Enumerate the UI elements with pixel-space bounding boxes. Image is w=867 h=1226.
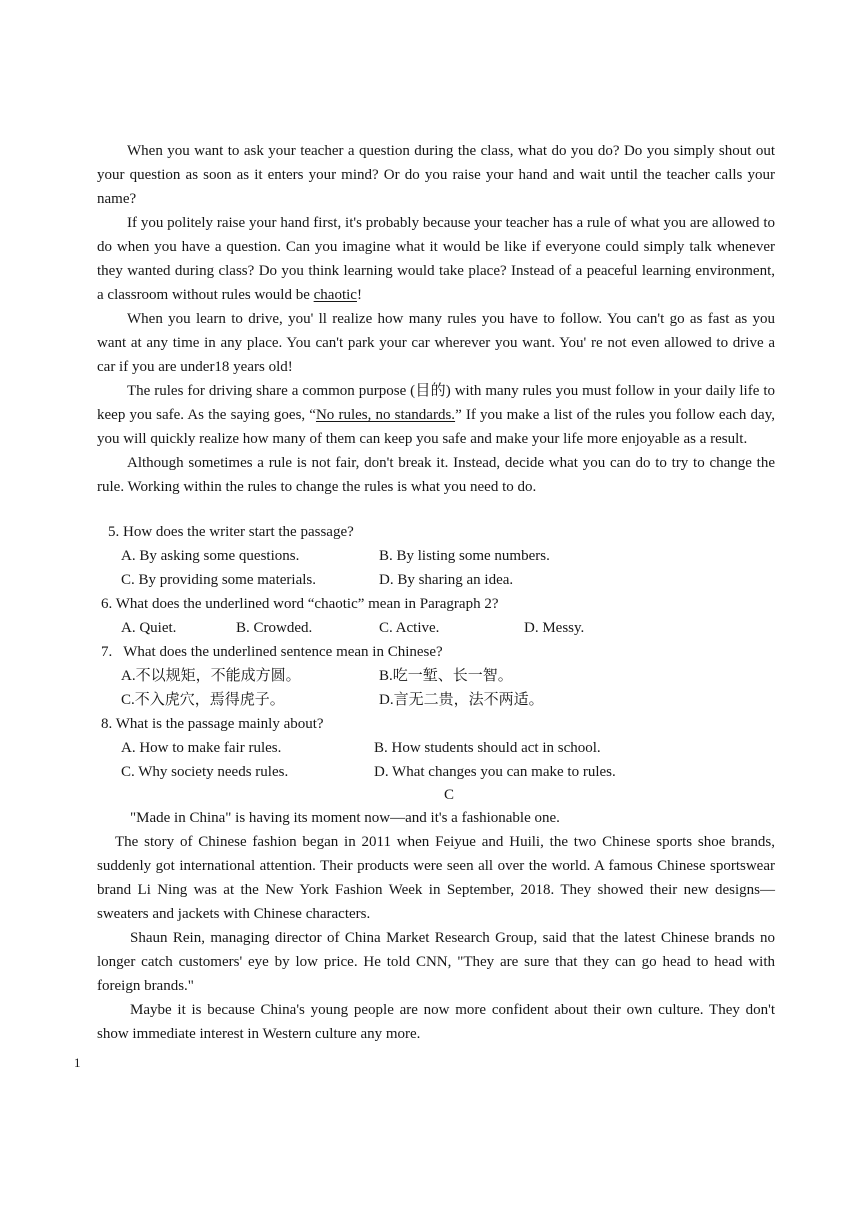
passage-b-paragraph-1: When you want to ask your teacher a question during the class, what do you do? Do you simply shout out your question as soon as it enters your mind? Or do you raise your hand and wait until the teacher calls your name? [97,143,775,207]
question-5-option-c: C. By providing some materials. [121,572,316,588]
question-7-stem: 7. What does the underlined sentence mean in Chinese? [101,644,443,660]
question-6-option-c: C. Active. [379,620,440,636]
underlined-word-chaotic: chaotic [313,287,357,303]
paragraph-2-text: If you politely raise your hand first, it's probably because your teacher has a rule of what you are allowed to do when you have a question. Can you imagine what it would be like if everyone could simply talk whenever they wanted during class? Do you think learning would take place? Instead of a peaceful learning environment, a classroom without rules would be [97,215,775,303]
passage-c-intro: "Made in China" is having its moment now—and it's a fashionable one. [130,810,560,826]
question-7-option-d: D.言无二贵，法不两适。 [379,692,544,708]
question-7-option-c: C.不入虎穴，焉得虎子。 [121,692,285,708]
passage-c-paragraph-4: Maybe it is because China's young people are now more confident about their own culture. They don't show immediate interest in Western culture any more. [97,1002,775,1042]
passage-b-paragraph-2 [97,211,775,307]
question-7-option-b: B.吃一堑、长一智。 [379,668,513,684]
passage-b-paragraph-4 [97,379,775,451]
passage-c-paragraph-3: Shaun Rein, managing director of China Market Research Group, said that the latest Chinese brands no longer catch customers' eye by low price. He told CNN, "They are sure that they can go head to head with foreign brands." [97,930,775,994]
question-8-option-a: A. How to make fair rules. [121,740,282,756]
question-8-stem: 8. What is the passage mainly about? [101,716,324,732]
passage-c-paragraph-2: The story of Chinese fashion began in 2011 when Feiyue and Huili, the two Chinese sports shoe brands, suddenly got international attention. Their products were seen all over the world. A famous Chinese sportswear brand Li Ning was at the New York Fashion Week in September, 2018. They showed their new designs—sweaters and jackets with Chinese characters. [97,834,775,922]
question-8-option-b: B. How students should act in school. [374,740,601,756]
page-number: 1 [74,1055,81,1070]
passage-b-paragraph-3: When you learn to drive, you' ll realize how many rules you have to follow. You can't go as fast as you want at any time in any place. You can't park your car wherever you want. You' re not even allowed to drive a car if you are under18 years old! [97,311,775,375]
question-5-option-b: B. By listing some numbers. [379,548,550,564]
underlined-sentence: No rules, no standards. [315,407,456,423]
passage-b-paragraph-5: Although sometimes a rule is not fair, don't break it. Instead, decide what you can do to try to change the rule. Working within the rules to change the rules is what you need to do. [97,455,775,495]
question-8-option-d: D. What changes you can make to rules. [374,764,616,780]
question-6-stem: 6. What does the underlined word “chaotic” mean in Paragraph 2? [101,596,499,612]
passage-c [97,830,775,1046]
passage-b [97,139,775,499]
section-letter-c: C [443,787,454,803]
question-6-option-a: A. Quiet. [121,620,177,636]
question-5-stem: 5. How does the writer start the passage? [108,524,354,540]
question-6-option-b: B. Crowded. [236,620,313,636]
paragraph-4-end: ” If you make a list of the rules you follow each day, you will quickly realize how many of them can keep you safe and make your life more enjoyable as a result. [97,407,775,447]
question-6-option-d: D. Messy. [524,620,585,636]
question-8-option-c: C. Why society needs rules. [121,764,289,780]
question-5-option-a: A. By asking some questions. [121,548,300,564]
question-7-option-a: A.不以规矩，不能成方圆。 [121,668,301,684]
paragraph-4-text: The rules for driving share a common purpose (目的) with many rules you must follow in your daily life to keep you safe. As the saying goes, “ [97,383,775,423]
paragraph-2-end: ! [356,287,362,303]
question-5-option-d: D. By sharing an idea. [379,572,514,588]
